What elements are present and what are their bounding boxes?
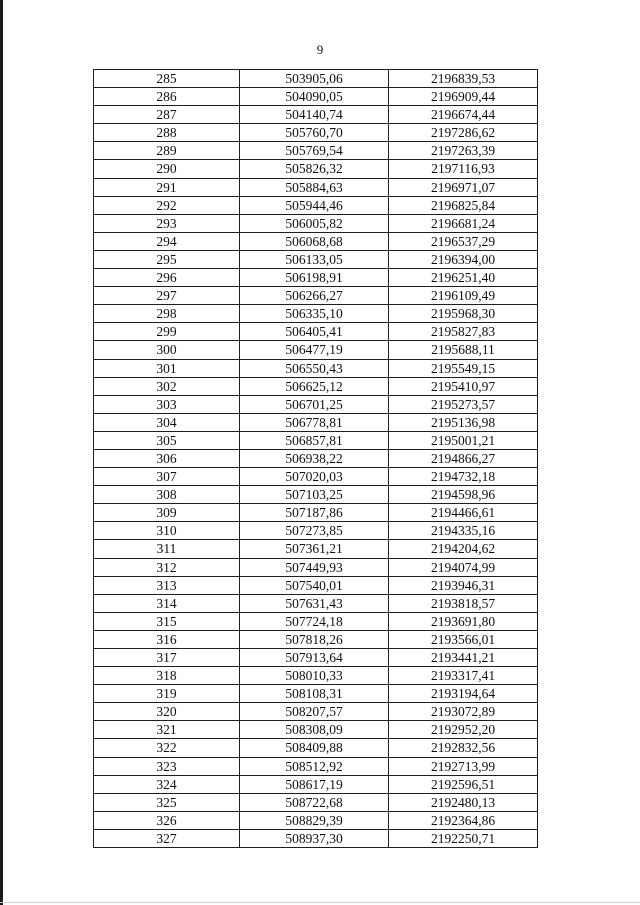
point-number-cell: 296 (94, 269, 240, 287)
y-coordinate-cell: 2196825,84 (389, 196, 538, 214)
table-row (94, 612, 538, 630)
point-number-cell: 305 (94, 431, 240, 449)
y-coordinate-cell: 2193691,80 (389, 612, 538, 630)
x-coordinate-cell: 507103,25 (240, 486, 389, 504)
y-coordinate-cell: 2195688,11 (389, 341, 538, 359)
table-row (94, 504, 538, 522)
y-coordinate-cell: 2192713,99 (389, 757, 538, 775)
y-coordinate-cell: 2193566,01 (389, 630, 538, 648)
table-row (94, 449, 538, 467)
table-row (94, 649, 538, 667)
y-coordinate-cell: 2194866,27 (389, 449, 538, 467)
point-number-cell: 297 (94, 287, 240, 305)
point-number-cell: 293 (94, 214, 240, 232)
x-coordinate-cell: 506266,27 (240, 287, 389, 305)
point-number-cell: 319 (94, 685, 240, 703)
y-coordinate-cell: 2194466,61 (389, 504, 538, 522)
x-coordinate-cell: 506701,25 (240, 395, 389, 413)
x-coordinate-cell: 508617,19 (240, 775, 389, 793)
point-number-cell: 304 (94, 413, 240, 431)
point-number-cell: 310 (94, 522, 240, 540)
point-number-cell: 314 (94, 594, 240, 612)
point-number-cell: 313 (94, 576, 240, 594)
table-row (94, 250, 538, 268)
y-coordinate-cell: 2195410,97 (389, 377, 538, 395)
table-row (94, 558, 538, 576)
x-coordinate-cell: 506477,19 (240, 341, 389, 359)
point-number-cell: 290 (94, 160, 240, 178)
point-number-cell: 291 (94, 178, 240, 196)
table-row (94, 576, 538, 594)
table-row (94, 594, 538, 612)
table-row (94, 178, 538, 196)
table-row (94, 106, 538, 124)
table-row (94, 341, 538, 359)
x-coordinate-cell: 504140,74 (240, 106, 389, 124)
point-number-cell: 292 (94, 196, 240, 214)
x-coordinate-cell: 507361,21 (240, 540, 389, 558)
table-row (94, 214, 538, 232)
x-coordinate-cell: 507631,43 (240, 594, 389, 612)
x-coordinate-cell: 507818,26 (240, 630, 389, 648)
table-row (94, 811, 538, 829)
point-number-cell: 321 (94, 721, 240, 739)
x-coordinate-cell: 506938,22 (240, 449, 389, 467)
y-coordinate-cell: 2194335,16 (389, 522, 538, 540)
x-coordinate-cell: 507020,03 (240, 468, 389, 486)
y-coordinate-cell: 2193818,57 (389, 594, 538, 612)
x-coordinate-cell: 506335,10 (240, 305, 389, 323)
table-row (94, 413, 538, 431)
y-coordinate-cell: 2197116,93 (389, 160, 538, 178)
point-number-cell: 285 (94, 70, 240, 88)
y-coordinate-cell: 2195549,15 (389, 359, 538, 377)
point-number-cell: 295 (94, 250, 240, 268)
table-row (94, 829, 538, 847)
x-coordinate-cell: 507724,18 (240, 612, 389, 630)
y-coordinate-cell: 2195273,57 (389, 395, 538, 413)
y-coordinate-cell: 2197286,62 (389, 124, 538, 142)
table-row (94, 793, 538, 811)
x-coordinate-cell: 506550,43 (240, 359, 389, 377)
y-coordinate-cell: 2193072,89 (389, 703, 538, 721)
point-number-cell: 306 (94, 449, 240, 467)
x-coordinate-cell: 504090,05 (240, 88, 389, 106)
coordinates-table-body (94, 70, 538, 848)
x-coordinate-cell: 505944,46 (240, 196, 389, 214)
y-coordinate-cell: 2194598,96 (389, 486, 538, 504)
point-number-cell: 288 (94, 124, 240, 142)
y-coordinate-cell: 2196537,29 (389, 232, 538, 250)
y-coordinate-cell: 2196971,07 (389, 178, 538, 196)
scan-edge-left (0, 0, 3, 905)
table-row (94, 196, 538, 214)
x-coordinate-cell: 507540,01 (240, 576, 389, 594)
table-row (94, 359, 538, 377)
point-number-cell: 287 (94, 106, 240, 124)
table-row (94, 630, 538, 648)
y-coordinate-cell: 2196394,00 (389, 250, 538, 268)
table-row (94, 667, 538, 685)
coordinates-table (93, 69, 538, 848)
y-coordinate-cell: 2192952,20 (389, 721, 538, 739)
point-number-cell: 326 (94, 811, 240, 829)
x-coordinate-cell: 508207,57 (240, 703, 389, 721)
x-coordinate-cell: 505826,32 (240, 160, 389, 178)
y-coordinate-cell: 2194204,62 (389, 540, 538, 558)
table-row (94, 160, 538, 178)
y-coordinate-cell: 2194732,18 (389, 468, 538, 486)
x-coordinate-cell: 508512,92 (240, 757, 389, 775)
point-number-cell: 300 (94, 341, 240, 359)
table-row (94, 142, 538, 160)
point-number-cell: 325 (94, 793, 240, 811)
y-coordinate-cell: 2196839,53 (389, 70, 538, 88)
x-coordinate-cell: 508937,30 (240, 829, 389, 847)
point-number-cell: 323 (94, 757, 240, 775)
point-number-cell: 327 (94, 829, 240, 847)
table-row (94, 685, 538, 703)
y-coordinate-cell: 2195001,21 (389, 431, 538, 449)
table-row (94, 323, 538, 341)
y-coordinate-cell: 2192364,86 (389, 811, 538, 829)
point-number-cell: 303 (94, 395, 240, 413)
x-coordinate-cell: 508108,31 (240, 685, 389, 703)
x-coordinate-cell: 505884,63 (240, 178, 389, 196)
point-number-cell: 298 (94, 305, 240, 323)
x-coordinate-cell: 508829,39 (240, 811, 389, 829)
y-coordinate-cell: 2192832,56 (389, 739, 538, 757)
table-row (94, 775, 538, 793)
y-coordinate-cell: 2196909,44 (389, 88, 538, 106)
point-number-cell: 302 (94, 377, 240, 395)
point-number-cell: 322 (94, 739, 240, 757)
x-coordinate-cell: 506198,91 (240, 269, 389, 287)
table-row (94, 305, 538, 323)
table-row (94, 739, 538, 757)
y-coordinate-cell: 2193441,21 (389, 649, 538, 667)
table-row (94, 522, 538, 540)
table-row (94, 540, 538, 558)
table-row (94, 287, 538, 305)
table-row (94, 88, 538, 106)
y-coordinate-cell: 2196109,49 (389, 287, 538, 305)
table-row (94, 431, 538, 449)
y-coordinate-cell: 2192250,71 (389, 829, 538, 847)
x-coordinate-cell: 508722,68 (240, 793, 389, 811)
y-coordinate-cell: 2193194,64 (389, 685, 538, 703)
point-number-cell: 316 (94, 630, 240, 648)
x-coordinate-cell: 506625,12 (240, 377, 389, 395)
point-number-cell: 301 (94, 359, 240, 377)
x-coordinate-cell: 505760,70 (240, 124, 389, 142)
point-number-cell: 309 (94, 504, 240, 522)
y-coordinate-cell: 2195136,98 (389, 413, 538, 431)
point-number-cell: 307 (94, 468, 240, 486)
table-row (94, 486, 538, 504)
point-number-cell: 318 (94, 667, 240, 685)
x-coordinate-cell: 507273,85 (240, 522, 389, 540)
point-number-cell: 294 (94, 232, 240, 250)
table-row (94, 468, 538, 486)
x-coordinate-cell: 508010,33 (240, 667, 389, 685)
x-coordinate-cell: 503905,06 (240, 70, 389, 88)
point-number-cell: 317 (94, 649, 240, 667)
y-coordinate-cell: 2196251,40 (389, 269, 538, 287)
scan-edge-bottom (0, 902, 640, 903)
point-number-cell: 320 (94, 703, 240, 721)
table-row (94, 703, 538, 721)
x-coordinate-cell: 507187,86 (240, 504, 389, 522)
page-number: 9 (316, 42, 324, 57)
point-number-cell: 289 (94, 142, 240, 160)
y-coordinate-cell: 2195968,30 (389, 305, 538, 323)
x-coordinate-cell: 506405,41 (240, 323, 389, 341)
x-coordinate-cell: 508409,88 (240, 739, 389, 757)
point-number-cell: 286 (94, 88, 240, 106)
y-coordinate-cell: 2194074,99 (389, 558, 538, 576)
x-coordinate-cell: 506068,68 (240, 232, 389, 250)
y-coordinate-cell: 2193946,31 (389, 576, 538, 594)
x-coordinate-cell: 508308,09 (240, 721, 389, 739)
table-row (94, 721, 538, 739)
table-row (94, 124, 538, 142)
point-number-cell: 308 (94, 486, 240, 504)
y-coordinate-cell: 2192480,13 (389, 793, 538, 811)
y-coordinate-cell: 2195827,83 (389, 323, 538, 341)
point-number-cell: 312 (94, 558, 240, 576)
x-coordinate-cell: 506005,82 (240, 214, 389, 232)
y-coordinate-cell: 2196674,44 (389, 106, 538, 124)
point-number-cell: 299 (94, 323, 240, 341)
x-coordinate-cell: 507913,64 (240, 649, 389, 667)
x-coordinate-cell: 506778,81 (240, 413, 389, 431)
y-coordinate-cell: 2193317,41 (389, 667, 538, 685)
y-coordinate-cell: 2197263,39 (389, 142, 538, 160)
point-number-cell: 324 (94, 775, 240, 793)
point-number-cell: 311 (94, 540, 240, 558)
table-row (94, 395, 538, 413)
x-coordinate-cell: 506857,81 (240, 431, 389, 449)
x-coordinate-cell: 507449,93 (240, 558, 389, 576)
table-row (94, 269, 538, 287)
table-row (94, 757, 538, 775)
y-coordinate-cell: 2196681,24 (389, 214, 538, 232)
table-row (94, 377, 538, 395)
x-coordinate-cell: 505769,54 (240, 142, 389, 160)
point-number-cell: 315 (94, 612, 240, 630)
table-row (94, 70, 538, 88)
table-row (94, 232, 538, 250)
y-coordinate-cell: 2192596,51 (389, 775, 538, 793)
x-coordinate-cell: 506133,05 (240, 250, 389, 268)
